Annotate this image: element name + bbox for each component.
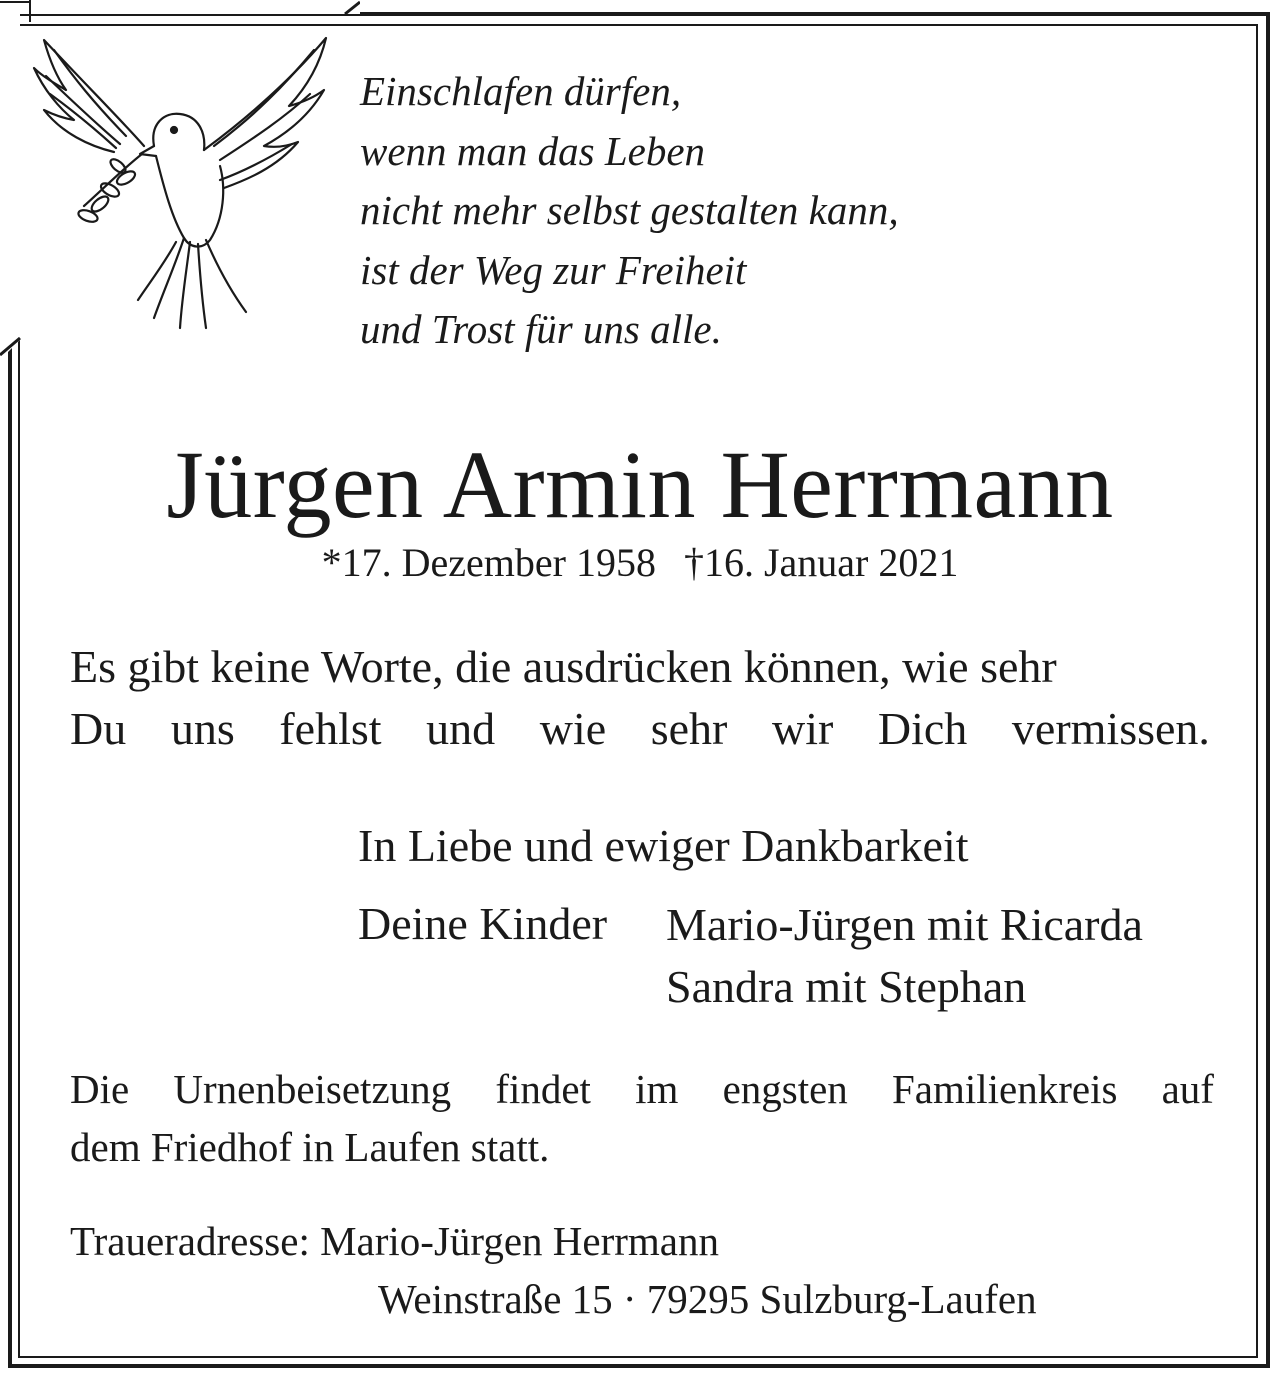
message-word: fehlst [279,703,382,754]
poem-line: wenn man das Leben [360,127,706,174]
signoff-text: In Liebe und ewiger Dankbarkeit [358,820,969,871]
message-word: sehr [650,703,728,754]
message-word: uns [170,703,235,754]
poem-line: nicht mehr selbst gestalten kann, [360,187,899,233]
children-label: Deine Kinder [358,898,608,949]
message-word: Du [70,703,127,754]
mourning-address [70,1212,1037,1328]
burial-line: dem Friedhof in Laufen statt. [70,1124,550,1170]
burial-word: Die [70,1066,130,1112]
death-date: †16. Januar 2021 [683,540,959,585]
children-list [666,894,1143,1018]
dove-with-olive-branch-icon [14,28,334,338]
address-line: Weinstraße 15 · 79295 Sulzburg-Laufen [378,1276,1037,1322]
message-word: vermissen. [1011,703,1210,754]
message-word: und [426,703,496,754]
birth-date: *17. Dezember 1958 [321,540,656,585]
message-line: Es gibt keine Worte, die ausdrücken können, wie sehr [70,641,1057,692]
burial-word: Urnenbeisetzung [173,1066,452,1112]
burial-word: im [635,1066,679,1112]
burial-line [70,1060,1214,1118]
poem [360,62,899,360]
poem-line: und Trost für uns alle. [360,306,722,352]
message-word: wir [771,703,834,754]
memorial-message [70,636,1210,760]
message-word: Dich [877,703,968,754]
burial-word: Familienkreis [891,1066,1118,1112]
message-line [70,698,1210,760]
burial-notice [70,1060,1214,1176]
burial-word: auf [1161,1066,1214,1112]
child-entry: Mario-Jürgen mit Ricarda [666,899,1143,950]
life-dates [0,538,1280,588]
burial-word: findet [495,1066,591,1112]
poem-line: ist der Weg zur Freiheit [360,246,747,293]
poem-line: Einschlafen dürfen, [360,68,682,114]
address-line: Traueradresse: Mario-Jürgen Herrmann [70,1218,719,1264]
message-word: wie [539,703,607,754]
burial-word: engsten [722,1066,848,1112]
deceased-name: Jürgen Armin Herrmann [166,431,1114,538]
child-entry: Sandra mit Stephan [666,961,1027,1012]
